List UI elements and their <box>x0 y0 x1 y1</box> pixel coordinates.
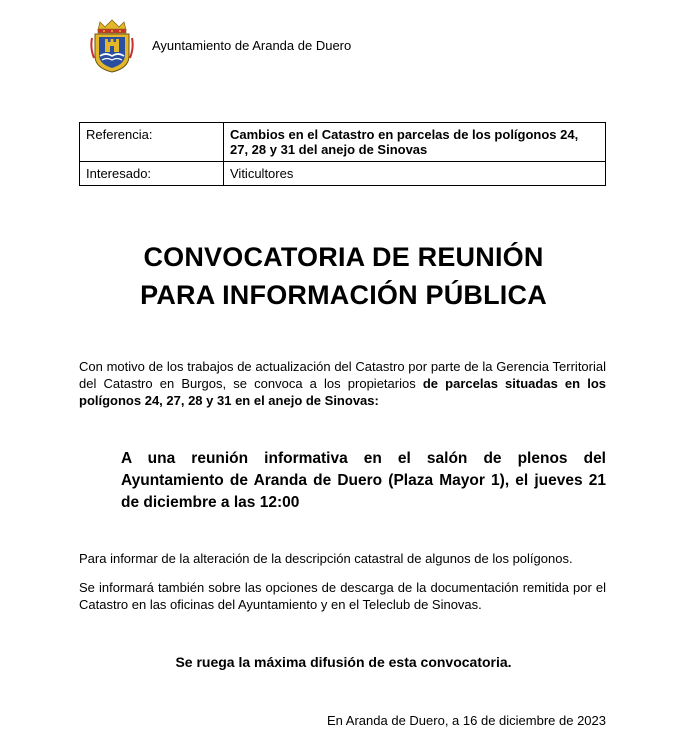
date-line: En Aranda de Duero, a 16 de diciembre de 2023 <box>327 713 606 728</box>
table-row <box>80 123 606 162</box>
reference-table <box>79 122 606 186</box>
interested-value: Viticultores <box>224 162 606 186</box>
title-line-2: PARA INFORMACIÓN PÚBLICA <box>140 280 547 310</box>
title-line-1: CONVOCATORIA DE REUNIÓN <box>143 242 544 272</box>
intro-text: Con motivo de los trabajos de actualización del Catastro por parte de la Gerencia Territorial del Catastro en Burgos, se convoca a los propietarios <box>79 359 606 391</box>
intro-bold-text: de parcelas situadas en los polígonos 24, 27, 28 y 31 en el anejo de Sinovas: <box>79 376 607 408</box>
meeting-details: A una reunión informativa en el salón de plenos del Ayuntamiento de Aranda de Duero (Plaza Mayor 1), el jueves 21 de diciembre a las 12:00 <box>121 450 606 511</box>
download-info-paragraph: Se informará también sobre las opciones de descarga de la documentación remitida por el Catastro en las oficinas del Ayuntamiento y en el Teleclub de Sinovas. <box>79 580 606 612</box>
organization-name: Ayuntamiento de Aranda de Duero <box>152 38 352 53</box>
closing-statement: Se ruega la máxima difusión de esta convocatoria. <box>175 654 512 670</box>
coat-of-arms-icon <box>90 18 134 74</box>
interested-label: Interesado: <box>80 162 224 186</box>
intro-paragraph <box>79 358 606 409</box>
page-title <box>0 238 687 314</box>
table-row <box>80 162 606 186</box>
reference-value: Cambios en el Catastro en parcelas de los polígonos 24, 27, 28 y 31 del anejo de Sinovas <box>224 123 606 162</box>
reference-label: Referencia: <box>80 123 224 162</box>
purpose-paragraph: Para informar de la alteración de la descripción catastral de algunos de los polígonos. <box>79 551 573 566</box>
